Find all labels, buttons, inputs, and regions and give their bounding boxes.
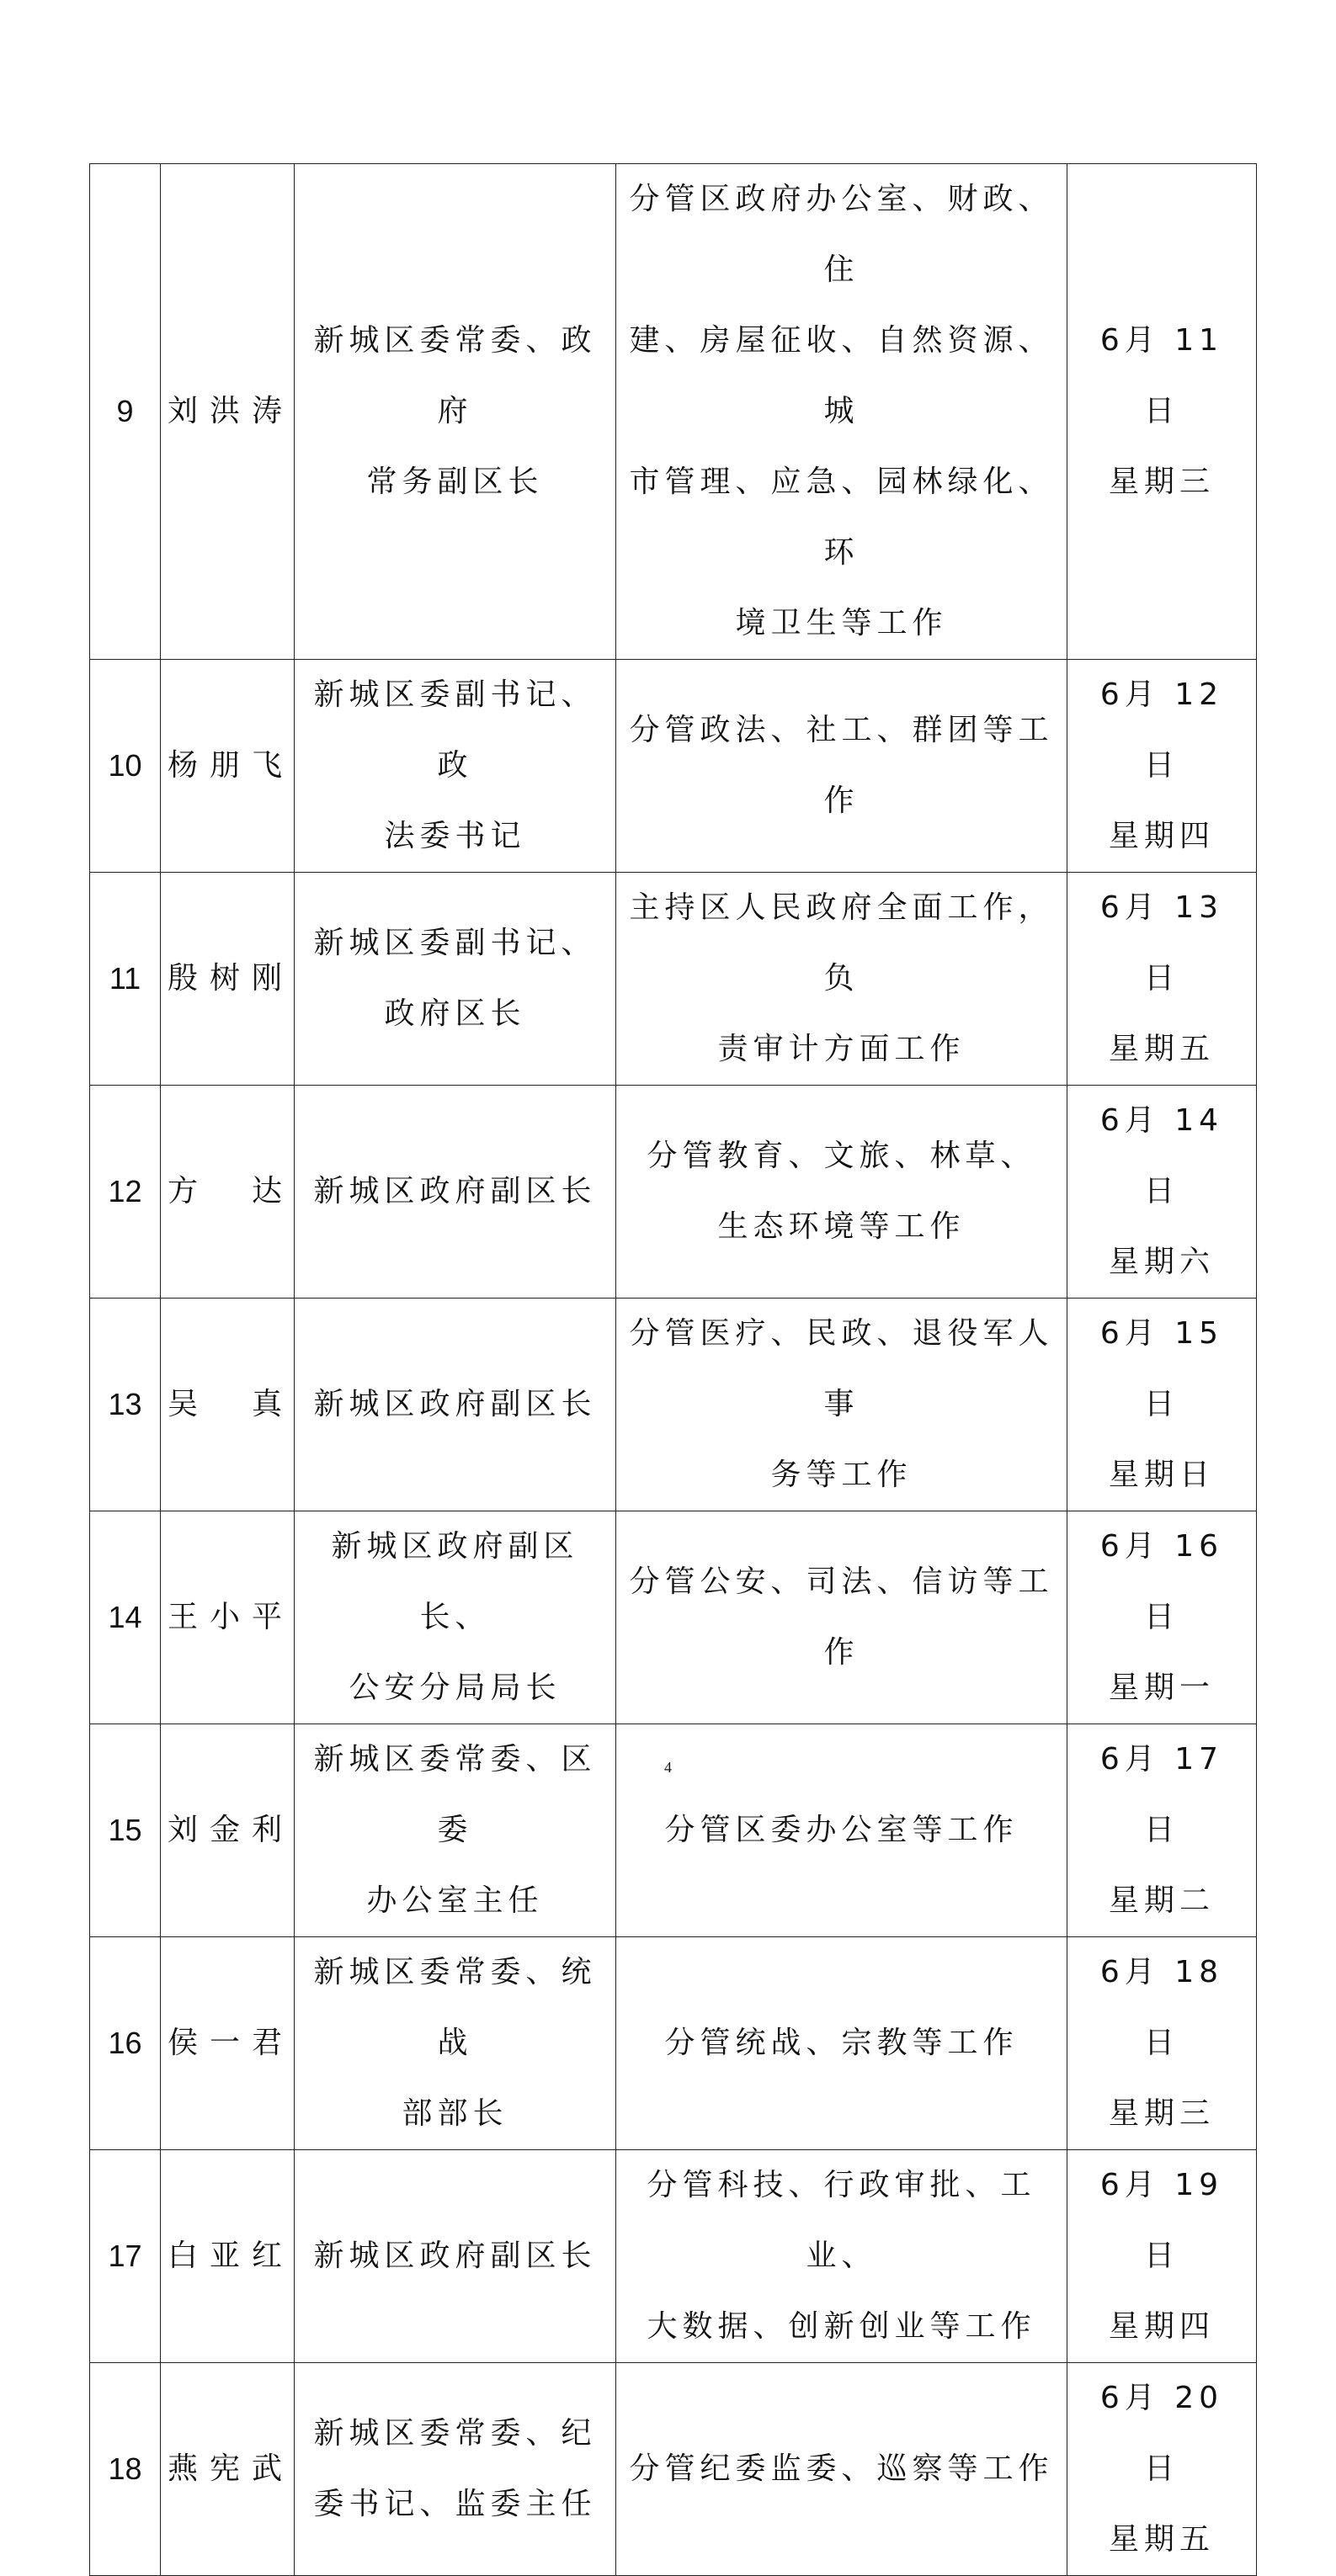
position-line: 公安分局局长 xyxy=(349,1670,562,1705)
row-number: 13 xyxy=(90,1299,161,1511)
reception-date xyxy=(1067,1299,1257,1511)
table-row xyxy=(90,1086,1257,1299)
weekday-text: 星期六 xyxy=(1108,1245,1215,1279)
table-row xyxy=(90,164,1257,660)
position-line: 办公室主任 xyxy=(366,1883,544,1918)
official-name xyxy=(161,1086,295,1299)
table-row xyxy=(90,1724,1257,1937)
official-position xyxy=(295,660,616,873)
weekday-text: 星期五 xyxy=(1108,2522,1215,2557)
position-line: 政府区长 xyxy=(384,996,526,1031)
official-name-text: 燕宪武 xyxy=(168,2451,287,2486)
duties-line: 分管教育、文旅、林草、 xyxy=(647,1139,1036,1173)
official-position xyxy=(295,1086,616,1299)
official-duties xyxy=(616,1724,1067,1937)
date-text: 6月 19 日 xyxy=(1099,2168,1224,2273)
official-name xyxy=(161,660,295,873)
official-name xyxy=(161,1724,295,1937)
table-row xyxy=(90,660,1257,873)
date-text: 6月 14 日 xyxy=(1099,1103,1224,1208)
page-number: 4 xyxy=(664,1759,672,1776)
reception-date xyxy=(1067,2363,1257,2576)
reception-date xyxy=(1067,1937,1257,2150)
row-number: 17 xyxy=(90,2150,161,2363)
row-number: 18 xyxy=(90,2363,161,2576)
official-name-text: 白亚红 xyxy=(168,2239,287,2273)
duties-line: 建、房屋征收、自然资源、城 xyxy=(629,323,1054,428)
official-name-text: 刘洪涛 xyxy=(168,394,287,428)
duties-line: 分管统战、宗教等工作 xyxy=(664,2026,1019,2060)
position-line: 法委书记 xyxy=(384,819,526,853)
official-position xyxy=(295,2150,616,2363)
position-line: 部部长 xyxy=(402,2096,508,2131)
position-line: 新城区委常委、统战 xyxy=(313,1955,597,2060)
duties-line: 分管政法、社工、群团等工作 xyxy=(629,713,1054,818)
official-position xyxy=(295,1299,616,1511)
table-row xyxy=(90,1511,1257,1724)
official-duties xyxy=(616,2363,1067,2576)
duties-line: 责审计方面工作 xyxy=(717,1032,966,1066)
official-duties xyxy=(616,873,1067,1086)
weekday-text: 星期五 xyxy=(1108,1032,1215,1066)
weekday-text: 星期一 xyxy=(1108,1670,1215,1705)
reception-date xyxy=(1067,660,1257,873)
official-name-text: 刘金利 xyxy=(168,1813,287,1847)
official-duties xyxy=(616,1511,1067,1724)
official-duties xyxy=(616,1937,1067,2150)
weekday-text: 星期日 xyxy=(1108,1458,1215,1492)
reception-date xyxy=(1067,873,1257,1086)
date-text: 6月 13 日 xyxy=(1099,890,1224,996)
duties-line: 分管区委办公室等工作 xyxy=(664,1813,1019,1847)
duties-line: 境卫生等工作 xyxy=(735,606,948,640)
reception-date xyxy=(1067,164,1257,660)
official-name xyxy=(161,1299,295,1511)
official-name-text: 侯一君 xyxy=(168,2026,287,2060)
duties-line: 分管公安、司法、信访等工作 xyxy=(629,1564,1054,1670)
position-line: 新城区政府副区长、 xyxy=(331,1529,579,1634)
duties-line: 务等工作 xyxy=(770,1458,913,1492)
date-text: 6月 17 日 xyxy=(1099,1742,1224,1847)
duties-line: 主持区人民政府全面工作，负 xyxy=(629,890,1054,996)
official-name-text: 殷树刚 xyxy=(168,961,287,996)
official-name xyxy=(161,2363,295,2576)
table-row xyxy=(90,2363,1257,2576)
date-text: 6月 15 日 xyxy=(1099,1316,1224,1421)
table-row xyxy=(90,2150,1257,2363)
official-name xyxy=(161,164,295,660)
duties-line: 生态环境等工作 xyxy=(717,1209,966,1244)
position-line: 新城区政府副区长 xyxy=(313,1387,597,1421)
date-text: 6月 20 日 xyxy=(1099,2381,1224,2486)
duties-line: 大数据、创新创业等工作 xyxy=(647,2309,1036,2344)
weekday-text: 星期四 xyxy=(1108,819,1215,853)
official-name xyxy=(161,1511,295,1724)
table-row xyxy=(90,1299,1257,1511)
official-position xyxy=(295,873,616,1086)
official-duties xyxy=(616,2150,1067,2363)
official-name xyxy=(161,873,295,1086)
row-number: 15 xyxy=(90,1724,161,1937)
official-position xyxy=(295,1511,616,1724)
position-line: 新城区委常委、纪 xyxy=(313,2416,597,2451)
position-line: 新城区委副书记、政 xyxy=(313,677,597,783)
duties-line: 分管区政府办公室、财政、住 xyxy=(629,182,1054,287)
official-name xyxy=(161,1937,295,2150)
duties-line: 分管医疗、民政、退役军人事 xyxy=(629,1316,1054,1421)
official-duties xyxy=(616,164,1067,660)
reception-date xyxy=(1067,1086,1257,1299)
date-text: 6月 18 日 xyxy=(1099,1955,1224,2060)
official-position xyxy=(295,1937,616,2150)
weekday-text: 星期四 xyxy=(1108,2309,1215,2344)
official-name xyxy=(161,2150,295,2363)
official-name-text: 王小平 xyxy=(168,1600,287,1634)
position-line: 新城区委常委、区委 xyxy=(313,1742,597,1847)
official-name-text: 杨朋飞 xyxy=(168,748,287,783)
weekday-text: 星期三 xyxy=(1108,465,1215,499)
weekday-text: 星期三 xyxy=(1108,2096,1215,2131)
official-duties xyxy=(616,1086,1067,1299)
official-duties xyxy=(616,1299,1067,1511)
reception-schedule-table xyxy=(89,163,1257,2576)
official-name-text: 方 达 xyxy=(168,1174,287,1208)
position-line: 委书记、监委主任 xyxy=(313,2487,597,2521)
date-text: 6月 16 日 xyxy=(1099,1529,1224,1634)
position-line: 新城区委副书记、 xyxy=(313,926,597,960)
reception-date xyxy=(1067,2150,1257,2363)
row-number: 16 xyxy=(90,1937,161,2150)
table-row xyxy=(90,873,1257,1086)
official-position xyxy=(295,164,616,660)
row-number: 12 xyxy=(90,1086,161,1299)
position-line: 常务副区长 xyxy=(366,465,544,499)
duties-line: 分管纪委监委、巡察等工作 xyxy=(629,2451,1054,2486)
position-line: 新城区委常委、政府 xyxy=(313,323,597,428)
weekday-text: 星期二 xyxy=(1108,1883,1215,1918)
position-line: 新城区政府副区长 xyxy=(313,2239,597,2273)
official-name-text: 吴 真 xyxy=(168,1387,287,1421)
position-line: 新城区政府副区长 xyxy=(313,1174,597,1208)
date-text: 6月 11 日 xyxy=(1099,323,1224,428)
row-number: 14 xyxy=(90,1511,161,1724)
row-number: 9 xyxy=(90,164,161,660)
table-row xyxy=(90,1937,1257,2150)
row-number: 11 xyxy=(90,873,161,1086)
reception-date xyxy=(1067,1511,1257,1724)
date-text: 6月 12 日 xyxy=(1099,677,1224,783)
official-position xyxy=(295,1724,616,1937)
duties-line: 市管理、应急、园林绿化、环 xyxy=(629,465,1054,570)
reception-date xyxy=(1067,1724,1257,1937)
duties-line: 分管科技、行政审批、工业、 xyxy=(647,2168,1036,2273)
official-duties xyxy=(616,660,1067,873)
row-number: 10 xyxy=(90,660,161,873)
schedule-body xyxy=(90,164,1257,2576)
official-position xyxy=(295,2363,616,2576)
